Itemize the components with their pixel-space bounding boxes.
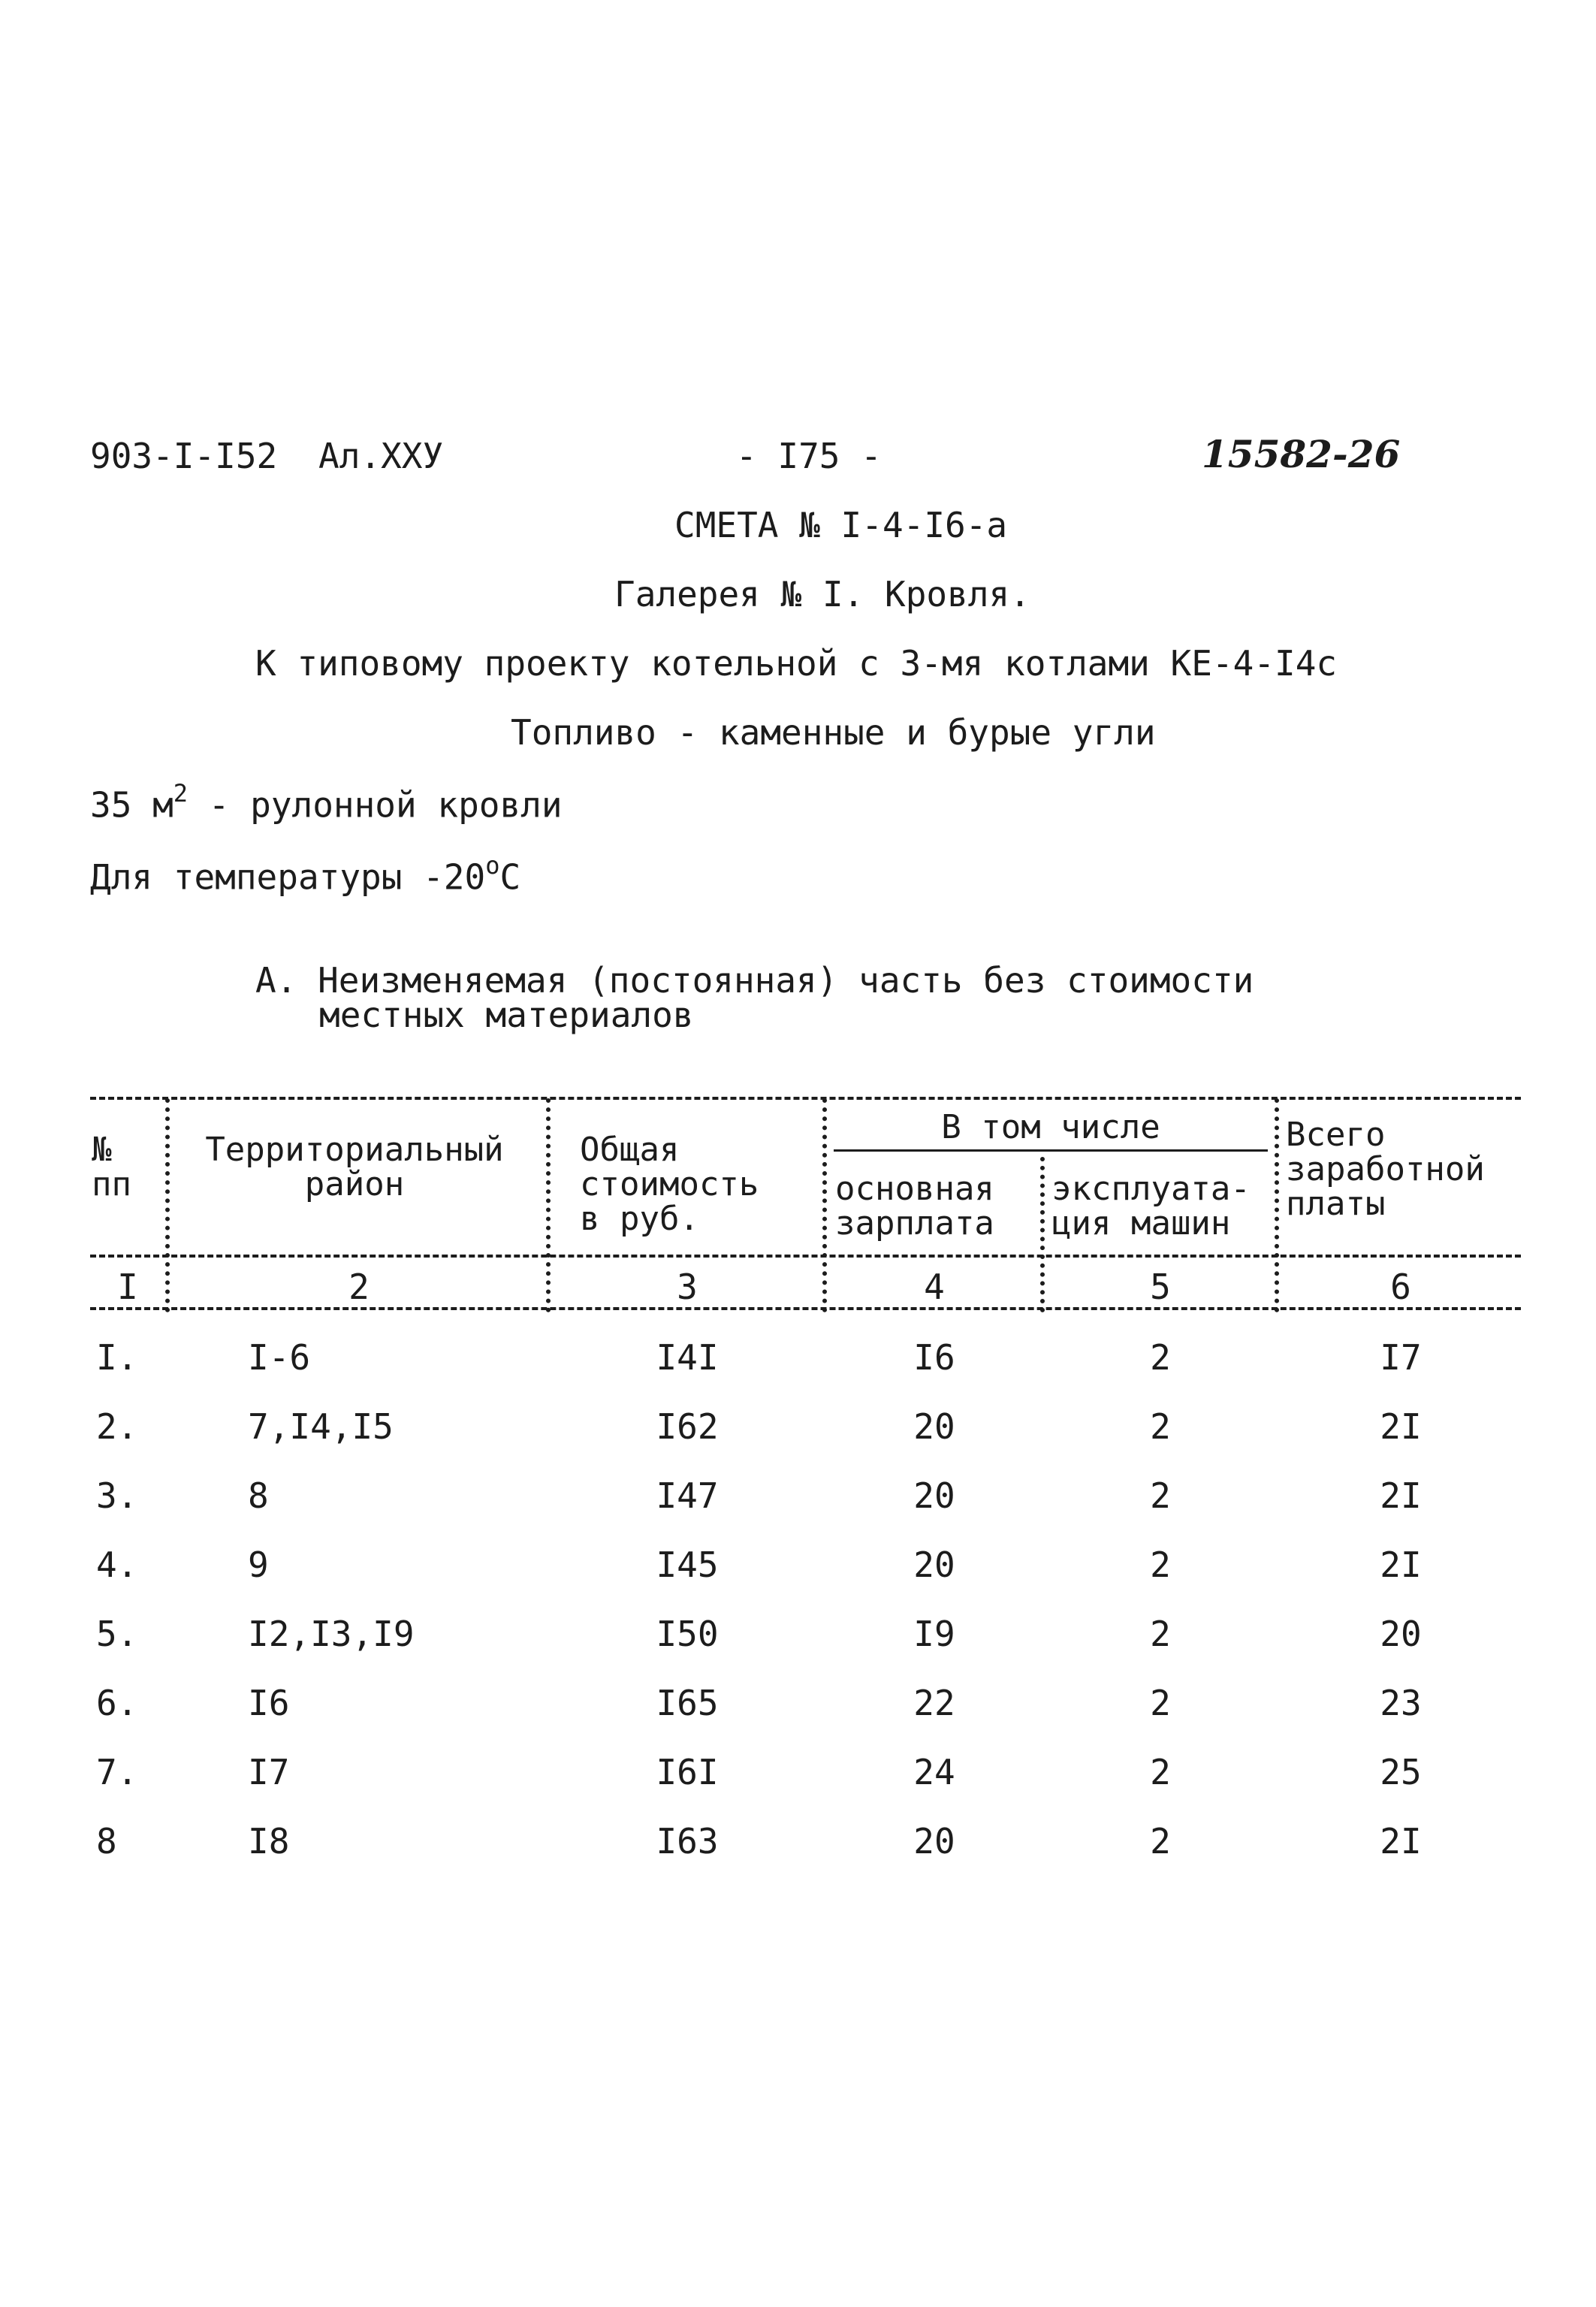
col-number-label: 6 xyxy=(1390,1267,1411,1307)
col-number-header-l2: пп xyxy=(92,1165,131,1204)
row-1-total-cost: I4I xyxy=(656,1337,719,1378)
row-8-total-wage: 2I xyxy=(1380,1821,1422,1862)
row-8-total-cost: I63 xyxy=(656,1821,719,1862)
col-base-wage-header-l2: зарплата xyxy=(835,1204,994,1243)
row-2-machine-operation: 2 xyxy=(1150,1406,1171,1447)
row-7-machine-operation: 2 xyxy=(1150,1752,1171,1792)
row-6-machine-operation: 2 xyxy=(1150,1683,1171,1723)
estimate-title: СМЕТА № I-4-I6-а xyxy=(674,505,1008,545)
col-number-label: 3 xyxy=(677,1267,698,1307)
row-3-machine-operation: 2 xyxy=(1150,1475,1171,1516)
row-4-machine-operation: 2 xyxy=(1150,1545,1171,1585)
col-number-header-l1: № xyxy=(92,1131,112,1169)
project-description: К типовому проекту котельной с 3-мя котлами КЕ-4-I4с xyxy=(255,643,1338,684)
group-header: В том числе xyxy=(941,1108,1160,1146)
row-1-base-wage: I6 xyxy=(913,1337,955,1378)
row-7-number: 7. xyxy=(96,1752,138,1792)
row-8-base-wage: 20 xyxy=(913,1821,955,1862)
col-total-cost-header-l1: Общая xyxy=(580,1131,680,1169)
col-total-wage-header-l3: платы xyxy=(1286,1185,1386,1224)
row-4-total-cost: I45 xyxy=(656,1545,719,1585)
row-7-base-wage: 24 xyxy=(913,1752,955,1792)
col-machine-operation-header xyxy=(1051,1172,1251,1241)
row-4-number: 4. xyxy=(96,1545,138,1585)
group-header-rule xyxy=(834,1149,1268,1152)
row-5-base-wage: I9 xyxy=(913,1614,955,1654)
row-3-base-wage: 20 xyxy=(913,1475,955,1516)
col-number-label: I xyxy=(117,1267,138,1307)
row-8-machine-operation: 2 xyxy=(1150,1821,1171,1862)
column-separator-3 xyxy=(822,1098,827,1312)
row-2-region: 7,I4,I5 xyxy=(248,1406,394,1447)
row-6-total-wage: 23 xyxy=(1380,1683,1422,1723)
row-5-region: I2,I3,I9 xyxy=(248,1614,415,1654)
row-3-region: 8 xyxy=(248,1475,269,1516)
temperature-unit: С xyxy=(499,856,521,898)
row-4-base-wage: 20 xyxy=(913,1545,955,1585)
temperature-line xyxy=(90,851,521,898)
row-5-machine-operation: 2 xyxy=(1150,1614,1171,1654)
col-number-label: 4 xyxy=(924,1267,945,1307)
col-region-header-l1: Территориальный xyxy=(205,1131,504,1169)
row-5-number: 5. xyxy=(96,1614,138,1654)
col-number-header xyxy=(92,1133,131,1202)
col-machine-operation-header-l1: эксплуата- xyxy=(1051,1170,1251,1208)
degree-sign: о xyxy=(485,851,500,880)
fuel-description: Топливо - каменные и бурые угли xyxy=(511,712,1156,753)
area-text: - рулонной кровли xyxy=(188,784,563,826)
section-heading: А. Неизменяемая (постоянная) часть без стоимости xyxy=(255,960,1254,1001)
row-7-total-wage: 25 xyxy=(1380,1752,1422,1792)
row-6-number: 6. xyxy=(96,1683,138,1723)
row-4-total-wage: 2I xyxy=(1380,1545,1422,1585)
row-7-total-cost: I6I xyxy=(656,1752,719,1792)
row-6-region: I6 xyxy=(248,1683,290,1723)
page-number: - I75 - xyxy=(736,436,882,476)
col-base-wage-header-l1: основная xyxy=(835,1170,994,1208)
column-separator-1 xyxy=(165,1098,170,1312)
col-total-cost-header xyxy=(580,1133,759,1237)
row-8-number: 8 xyxy=(96,1821,117,1862)
gallery-title: Галерея № I. Кровля. xyxy=(614,574,1030,614)
row-1-number: I. xyxy=(96,1337,138,1378)
column-separator-4 xyxy=(1040,1157,1045,1312)
temperature-text: Для температуры -20 xyxy=(90,856,486,898)
row-3-number: 3. xyxy=(96,1475,138,1516)
album-number: Ал.ХХУ xyxy=(318,436,444,476)
col-total-wage-header-l1: Всего xyxy=(1286,1116,1386,1154)
row-1-total-wage: I7 xyxy=(1380,1337,1422,1378)
area-value: 35 м xyxy=(90,784,173,826)
row-5-total-wage: 20 xyxy=(1380,1614,1422,1654)
roof-area xyxy=(90,779,563,826)
col-number-label: 5 xyxy=(1150,1267,1171,1307)
row-6-base-wage: 22 xyxy=(913,1683,955,1723)
col-total-wage-header xyxy=(1286,1118,1485,1222)
row-3-total-wage: 2I xyxy=(1380,1475,1422,1516)
row-8-region: I8 xyxy=(248,1821,290,1862)
column-number-rule xyxy=(90,1307,1521,1310)
col-base-wage-header xyxy=(835,1172,994,1241)
row-2-number: 2. xyxy=(96,1406,138,1447)
row-4-region: 9 xyxy=(248,1545,269,1585)
row-6-total-cost: I65 xyxy=(656,1683,719,1723)
row-2-base-wage: 20 xyxy=(913,1406,955,1447)
row-2-total-wage: 2I xyxy=(1380,1406,1422,1447)
row-3-total-cost: I47 xyxy=(656,1475,719,1516)
col-total-cost-header-l3: в руб. xyxy=(580,1200,699,1239)
section-heading-cont: местных материалов xyxy=(319,995,694,1035)
header-bottom-rule xyxy=(90,1255,1521,1258)
col-region-header-l2: район xyxy=(304,1165,405,1204)
col-region-header xyxy=(174,1133,535,1202)
row-1-machine-operation: 2 xyxy=(1150,1337,1171,1378)
row-2-total-cost: I62 xyxy=(656,1406,719,1447)
area-exponent: 2 xyxy=(173,779,189,808)
col-total-wage-header-l2: заработной xyxy=(1286,1150,1485,1189)
document-code: 903-I-I52 xyxy=(90,436,278,476)
col-number-label: 2 xyxy=(348,1267,370,1307)
col-machine-operation-header-l2: ция машин xyxy=(1051,1204,1231,1243)
row-5-total-cost: I50 xyxy=(656,1614,719,1654)
table-top-rule xyxy=(90,1097,1521,1100)
row-1-region: I-6 xyxy=(248,1337,311,1378)
handwritten-inventory-number: 15582-26 xyxy=(1202,432,1401,476)
column-separator-5 xyxy=(1275,1098,1279,1312)
row-7-region: I7 xyxy=(248,1752,290,1792)
col-total-cost-header-l2: стоимость xyxy=(580,1165,759,1204)
